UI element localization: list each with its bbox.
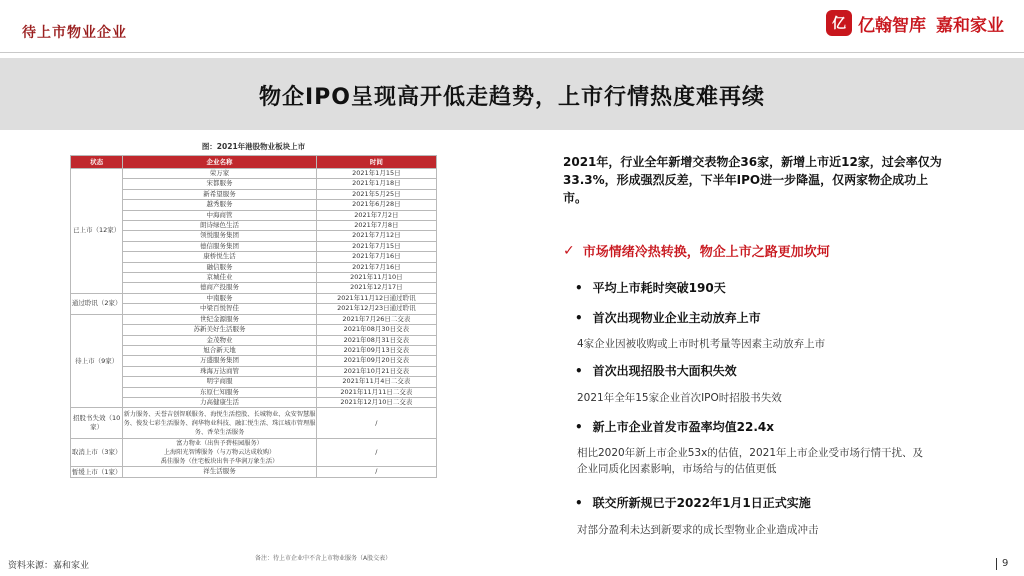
time-cell: 2021年7月15日 (316, 241, 436, 251)
logo-brand-2: 嘉和家业 (936, 15, 1004, 36)
company-cell: 宋都服务 (123, 179, 316, 189)
time-cell: 2021年12月23日通过聆讯 (316, 304, 436, 314)
intro-paragraph: 2021年，行业全年新增交表物企36家，新增上市近12家，过会率仅为33.3%，形成强烈反差，下半年IPO进一步降温，仅两家物企成功上市。 (563, 155, 942, 205)
time-cell: 2021年08月31日交表 (316, 335, 436, 345)
time-cell: 2021年7月12日 (316, 231, 436, 241)
logo (826, 10, 1004, 36)
checkmark-icon: ✓ (563, 242, 575, 259)
table-row (71, 179, 437, 189)
bullet-title: 联交所新规已于2022年1月1日正式实施 (592, 496, 811, 510)
ipo-table (70, 155, 437, 478)
table-row (71, 345, 437, 355)
time-cell: 2021年1月15日 (316, 169, 436, 179)
bullet-dot-icon: • (575, 495, 583, 510)
company-line: 禹佳服务（住宅板块出售予华润万象生活） (160, 458, 279, 466)
company-cell: 苏新美好生活服务 (123, 325, 316, 335)
table-row (71, 335, 437, 345)
time-cell: / (316, 408, 436, 439)
company-cell: 东原仁知服务 (123, 387, 316, 397)
time-cell: 2021年1月18日 (316, 179, 436, 189)
section-title: 市场情绪冷热转换，物企上市之路更加坎坷 (582, 245, 830, 260)
table-row (71, 304, 437, 314)
status-cell: 待上市（9家） (71, 314, 123, 408)
table-row (71, 262, 437, 272)
status-cell: 取消上市（3家） (71, 439, 123, 467)
bullet-dot-icon: • (575, 310, 583, 325)
company-cell: 越秀服务 (123, 200, 316, 210)
section-label: 待上市物业企业 (22, 25, 127, 41)
bullet-title: 新上市企业首发市盈率均值22.4x (592, 420, 775, 434)
time-cell: 2021年7月2日 (316, 210, 436, 220)
time-cell: 2021年5月25日 (316, 189, 436, 199)
company-cell: 祥生活服务 (123, 467, 316, 477)
time-cell: 2021年12月10日二交表 (316, 397, 436, 407)
time-cell: 2021年10月21日交表 (316, 366, 436, 376)
company-cell: 新力服务、天誉吉创智联服务、海悦生活控股、长城物业、众安智慧服务、俊发七彩生活服务、润华物业科技、融汇悦生活、珠江城市管理服务、香荣生活服务 (123, 408, 316, 439)
time-cell: 2021年11月10日 (316, 273, 436, 283)
table-row (71, 439, 437, 467)
company-cell: 珠海万达商管 (123, 366, 316, 376)
header-divider (0, 52, 1024, 53)
table-row (71, 252, 437, 262)
table-row (71, 241, 437, 251)
header-time: 时间 (316, 156, 436, 169)
company-cell: 世纪金源服务 (123, 314, 316, 324)
section-heading (563, 241, 830, 260)
bullet-description: 相比2020年新上市企业53x的估值，2021年上市企业受市场行情干扰、及企业同质化因素影响，市场给与的估值更低 (577, 447, 924, 475)
time-cell: 2021年08月30日交表 (316, 325, 436, 335)
company-cell: 荣万家 (123, 169, 316, 179)
company-cell: 领悦服务集团 (123, 231, 316, 241)
company-cell: 德信服务集团 (123, 241, 316, 251)
time-cell: 2021年11月12日通过聆讯 (316, 293, 436, 303)
bullet-dot-icon: • (575, 280, 583, 295)
time-cell: 2021年7月16日 (316, 252, 436, 262)
time-cell: / (316, 439, 436, 467)
company-cell: 德商产投服务 (123, 283, 316, 293)
table-note: 备注：待上市企业中不含上市物业服务（A股交表） (255, 555, 392, 562)
table-row (71, 169, 437, 179)
table-row (71, 210, 437, 220)
page-number: 9 (1002, 558, 1009, 569)
bullet-title: 平均上市耗时突破190天 (592, 281, 726, 295)
company-cell: 中梁百悦智佳 (123, 304, 316, 314)
table-row (71, 314, 437, 324)
page-title: 物企IPO呈现高开低走趋势，上市行情热度难再续 (258, 85, 765, 110)
time-cell: / (316, 467, 436, 477)
header-company: 企业名称 (123, 156, 316, 169)
table-row (71, 387, 437, 397)
logo-mark-icon: 亿 (826, 10, 852, 36)
table-row (71, 283, 437, 293)
time-cell: 2021年12月17日 (316, 283, 436, 293)
status-cell: 招股书失效（10家） (71, 408, 123, 439)
company-cell: 融信服务 (123, 262, 316, 272)
company-cell: 万盛服务集团 (123, 356, 316, 366)
bullet-title: 首次出现物业企业主动放弃上市 (592, 311, 761, 325)
bullet-description: 2021年全年15家企业首次IPO时招股书失效 (577, 392, 782, 404)
table-row (71, 273, 437, 283)
company-cell (123, 439, 316, 467)
company-cell: 明宇商服 (123, 377, 316, 387)
bullet-item (575, 309, 761, 326)
company-cell: 京城佳业 (123, 273, 316, 283)
bullet-description: 4家企业因被收购或上市时机考量等因素主动放弃上市 (577, 338, 826, 350)
source-note: 资料来源：嘉和家业 (8, 561, 90, 571)
bullet-item (575, 418, 774, 435)
status-cell: 已上市（12家） (71, 169, 123, 294)
company-cell: 金茂物业 (123, 335, 316, 345)
table-row (71, 408, 437, 439)
time-cell: 2021年11月4日二交表 (316, 377, 436, 387)
table-row (71, 356, 437, 366)
table-row (71, 231, 437, 241)
time-cell: 2021年7月26日二交表 (316, 314, 436, 324)
table-row (71, 221, 437, 231)
table-caption: 图：2021年港股物业板块上市 (201, 142, 306, 151)
status-cell: 通过聆讯（2家） (71, 293, 123, 314)
bullet-title: 首次出现招股书大面积失效 (592, 364, 737, 378)
table-row (71, 200, 437, 210)
company-cell: 力高健康生活 (123, 397, 316, 407)
table-row (71, 377, 437, 387)
status-cell: 暂缓上市（1家） (71, 467, 122, 476)
company-cell: 朗诗绿色生活 (123, 221, 316, 231)
table-row (71, 467, 437, 477)
header-status: 状态 (71, 156, 123, 169)
table-row (71, 366, 437, 376)
bullet-description: 对部分盈利未达到新要求的成长型物业企业造成冲击 (577, 524, 819, 536)
time-cell: 2021年6月28日 (316, 200, 436, 210)
time-cell: 2021年7月16日 (316, 262, 436, 272)
logo-brand-1: 亿翰智库 (858, 15, 926, 36)
time-cell: 2021年09月20日交表 (316, 356, 436, 366)
table-row (71, 293, 437, 303)
company-cell: 旭合新天地 (123, 345, 316, 355)
table-row (71, 189, 437, 199)
time-cell: 2021年7月8日 (316, 221, 436, 231)
company-cell: 康桥悦生活 (123, 252, 316, 262)
time-cell: 2021年09月13日交表 (316, 345, 436, 355)
company-cell: 中南服务 (123, 293, 316, 303)
table-row (71, 325, 437, 335)
company-cell: 新希望服务 (123, 189, 316, 199)
time-cell: 2021年11月11日二交表 (316, 387, 436, 397)
table-row (71, 397, 437, 407)
company-line: 上海阳光智博服务（与万物云达成收购） (163, 449, 276, 457)
bullet-dot-icon: • (575, 363, 583, 378)
table-body (71, 169, 437, 478)
bullet-item (575, 494, 811, 511)
bullet-item (575, 362, 737, 379)
page-divider (996, 558, 997, 570)
bullet-item (575, 279, 726, 296)
bullet-dot-icon: • (575, 419, 583, 434)
table-header-row (71, 156, 437, 169)
company-cell: 中海商管 (123, 210, 316, 220)
company-line: 富力物业（出售予碧桂园服务） (176, 440, 263, 448)
